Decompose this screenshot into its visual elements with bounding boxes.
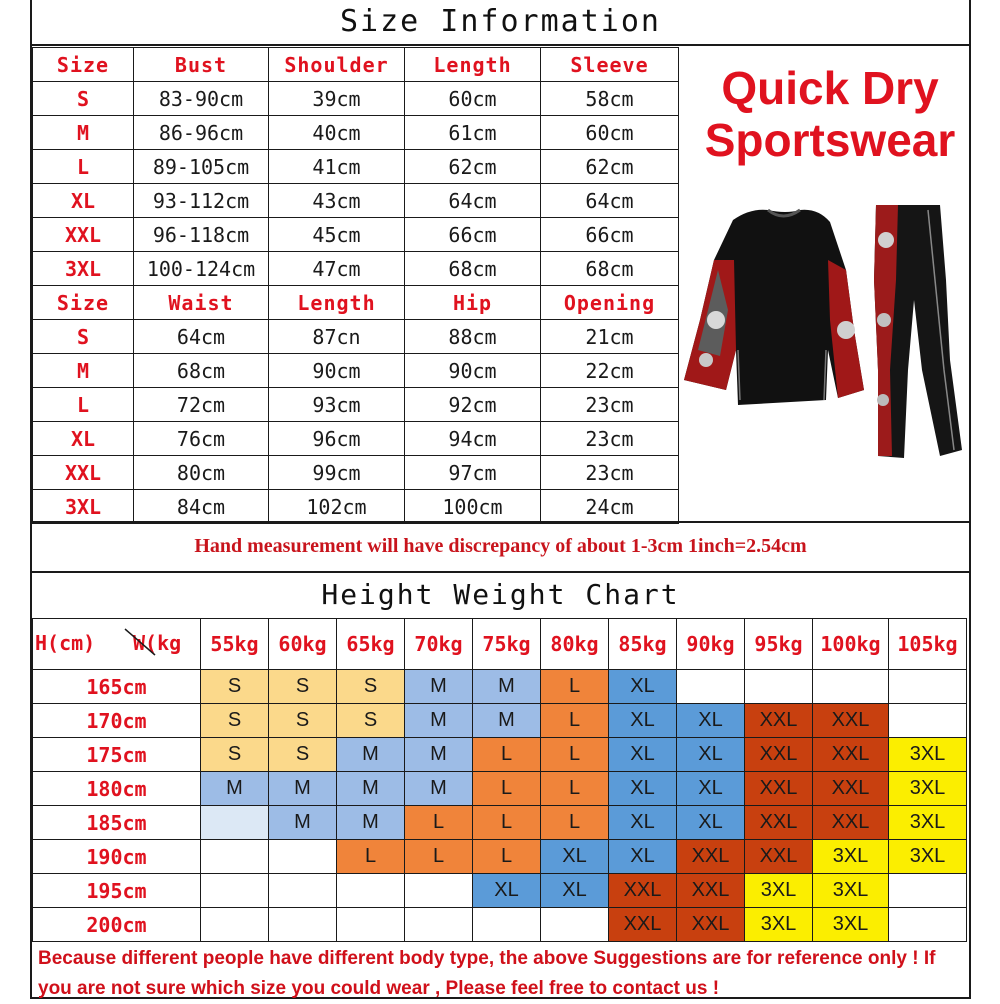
size-cell: 3XL xyxy=(813,874,889,908)
size-cell: XL xyxy=(473,874,541,908)
size-cell: XL xyxy=(677,806,745,840)
size-cell xyxy=(473,908,541,942)
height-row xyxy=(33,806,967,840)
size-label: S xyxy=(33,82,134,116)
size-cell: 3XL xyxy=(889,738,967,772)
measure-cell: 96cm xyxy=(269,422,405,456)
size-cell: L xyxy=(473,840,541,874)
measure-cell: 80cm xyxy=(134,456,269,490)
table-row xyxy=(33,218,679,252)
size-cell: XXL xyxy=(745,840,813,874)
size-label: M xyxy=(33,354,134,388)
measurement-note: Hand measurement will have discrepancy of about 1-3cm 1inch=2.54cm xyxy=(194,535,807,557)
size-cell xyxy=(677,670,745,704)
measure-cell: 83-90cm xyxy=(134,82,269,116)
size-cell: XXL xyxy=(745,738,813,772)
measure-cell: 60cm xyxy=(405,82,541,116)
size-label: XL xyxy=(33,422,134,456)
weight-header: 105kg xyxy=(889,619,967,670)
size-cell: XL xyxy=(609,772,677,806)
size-cell xyxy=(405,908,473,942)
size-cell: 3XL xyxy=(745,874,813,908)
size-cell: XXL xyxy=(609,874,677,908)
height-label: 195cm xyxy=(33,874,201,908)
height-row xyxy=(33,738,967,772)
size-cell: XL xyxy=(541,874,609,908)
bottom_table-header-row xyxy=(33,286,679,320)
size-cell xyxy=(337,908,405,942)
size-cell: XL xyxy=(609,670,677,704)
size-label: 3XL xyxy=(33,252,134,286)
table-row xyxy=(33,150,679,184)
measure-cell: 23cm xyxy=(541,422,679,456)
divider xyxy=(30,571,971,573)
weight-header: 75kg xyxy=(473,619,541,670)
column-header: Waist xyxy=(134,286,269,320)
column-header: Size xyxy=(33,286,134,320)
measure-cell: 68cm xyxy=(134,354,269,388)
weight-header: 85kg xyxy=(609,619,677,670)
size-cell: 3XL xyxy=(813,840,889,874)
size-cell: XL xyxy=(609,738,677,772)
size-cell xyxy=(745,670,813,704)
measure-cell: 62cm xyxy=(541,150,679,184)
size-cell xyxy=(201,840,269,874)
measure-cell: 93cm xyxy=(269,388,405,422)
measure-cell: 64cm xyxy=(134,320,269,354)
size-cell: XXL xyxy=(677,908,745,942)
size-cell xyxy=(201,874,269,908)
size-cell: M xyxy=(337,806,405,840)
divider xyxy=(30,521,971,523)
height-row xyxy=(33,772,967,806)
height-row xyxy=(33,840,967,874)
measure-cell: 100cm xyxy=(405,490,541,524)
size-cell: XXL xyxy=(813,806,889,840)
size-cell xyxy=(889,670,967,704)
weight-header: 65kg xyxy=(337,619,405,670)
table-row xyxy=(33,354,679,388)
weight-header: 70kg xyxy=(405,619,473,670)
size-cell xyxy=(889,908,967,942)
table-row xyxy=(33,490,679,524)
size-cell: M xyxy=(405,738,473,772)
size-table xyxy=(32,47,679,524)
measure-cell: 96-118cm xyxy=(134,218,269,252)
measure-cell: 93-112cm xyxy=(134,184,269,218)
size-cell: XXL xyxy=(813,738,889,772)
size-label: L xyxy=(33,388,134,422)
measure-cell: 21cm xyxy=(541,320,679,354)
size-cell: M xyxy=(269,806,337,840)
size-cell: 3XL xyxy=(889,840,967,874)
size-cell: XXL xyxy=(609,908,677,942)
size-cell: XL xyxy=(609,806,677,840)
measure-cell: 23cm xyxy=(541,388,679,422)
size-cell: M xyxy=(405,670,473,704)
divider xyxy=(30,44,971,46)
height-label: 200cm xyxy=(33,908,201,942)
column-header: Bust xyxy=(134,48,269,82)
measure-cell: 68cm xyxy=(541,252,679,286)
height-label: 180cm xyxy=(33,772,201,806)
measure-cell: 84cm xyxy=(134,490,269,524)
size-label: XXL xyxy=(33,218,134,252)
measure-cell: 87cn xyxy=(269,320,405,354)
size-cell: XXL xyxy=(745,704,813,738)
height-row xyxy=(33,908,967,942)
measure-cell: 47cm xyxy=(269,252,405,286)
size-cell xyxy=(269,874,337,908)
size-cell: XXL xyxy=(745,806,813,840)
column-header: Hip xyxy=(405,286,541,320)
measure-cell: 102cm xyxy=(269,490,405,524)
size-cell: M xyxy=(337,738,405,772)
size-cell: L xyxy=(541,806,609,840)
weight-header: 100kg xyxy=(813,619,889,670)
table-row xyxy=(33,456,679,490)
weight-header: 90kg xyxy=(677,619,745,670)
size-label: L xyxy=(33,150,134,184)
product-title xyxy=(690,62,970,166)
size-cell: XXL xyxy=(677,840,745,874)
height-row xyxy=(33,704,967,738)
size-cell: L xyxy=(473,772,541,806)
size-label: XL xyxy=(33,184,134,218)
measure-cell: 61cm xyxy=(405,116,541,150)
column-header: Length xyxy=(269,286,405,320)
table-row xyxy=(33,82,679,116)
weight-header: 60kg xyxy=(269,619,337,670)
size-cell: 3XL xyxy=(813,908,889,942)
height-label: 170cm xyxy=(33,704,201,738)
size-cell xyxy=(201,908,269,942)
size-cell: M xyxy=(473,704,541,738)
size-cell: M xyxy=(405,772,473,806)
disclaimer-text: Because different people have different body type, the above Suggestions are for reference only ! If you are not sure which size you could wear , Please feel free to contact us ! xyxy=(38,948,936,999)
size-cell: L xyxy=(473,738,541,772)
size-cell: XXL xyxy=(813,772,889,806)
size-cell: 3XL xyxy=(745,908,813,942)
size-cell: L xyxy=(405,806,473,840)
size-cell: L xyxy=(541,670,609,704)
measure-cell: 66cm xyxy=(541,218,679,252)
table-row xyxy=(33,184,679,218)
size-cell: XL xyxy=(677,738,745,772)
weight-header: 95kg xyxy=(745,619,813,670)
size-cell: XL xyxy=(677,772,745,806)
size-cell: XL xyxy=(677,704,745,738)
table-row xyxy=(33,422,679,456)
table-row xyxy=(33,388,679,422)
height-axis-label: H(cm) xyxy=(35,631,96,655)
measure-cell: 41cm xyxy=(269,150,405,184)
size-cell: S xyxy=(337,704,405,738)
size-cell: XL xyxy=(609,840,677,874)
measure-cell: 92cm xyxy=(405,388,541,422)
measure-cell: 72cm xyxy=(134,388,269,422)
measure-cell: 62cm xyxy=(405,150,541,184)
measure-cell: 64cm xyxy=(541,184,679,218)
size-cell: M xyxy=(201,772,269,806)
size-cell: S xyxy=(337,670,405,704)
height-label: 165cm xyxy=(33,670,201,704)
measure-cell: 90cm xyxy=(269,354,405,388)
size-cell xyxy=(201,806,269,840)
measure-cell: 90cm xyxy=(405,354,541,388)
measure-cell: 99cm xyxy=(269,456,405,490)
measure-cell: 22cm xyxy=(541,354,679,388)
size-cell xyxy=(541,908,609,942)
top_table-header-row xyxy=(33,48,679,82)
size-cell xyxy=(269,840,337,874)
column-header: Size xyxy=(33,48,134,82)
size-cell: L xyxy=(541,738,609,772)
size-cell: S xyxy=(201,670,269,704)
measure-cell: 45cm xyxy=(269,218,405,252)
measure-cell: 39cm xyxy=(269,82,405,116)
size-cell xyxy=(889,704,967,738)
height-weight-chart xyxy=(32,618,967,942)
chart-title: Height Weight Chart xyxy=(321,578,680,611)
size-cell: S xyxy=(269,670,337,704)
weight-axis-label: W(kg xyxy=(133,631,182,655)
size-cell: XXL xyxy=(677,874,745,908)
measure-cell: 24cm xyxy=(541,490,679,524)
measure-cell: 97cm xyxy=(405,456,541,490)
size-cell xyxy=(337,874,405,908)
measure-cell: 40cm xyxy=(269,116,405,150)
corner-cell xyxy=(33,619,201,670)
measure-cell: 66cm xyxy=(405,218,541,252)
size-cell: M xyxy=(473,670,541,704)
height-label: 185cm xyxy=(33,806,201,840)
size-cell: M xyxy=(405,704,473,738)
size-cell: 3XL xyxy=(889,806,967,840)
size-cell: XL xyxy=(541,840,609,874)
column-header: Sleeve xyxy=(541,48,679,82)
size-cell: S xyxy=(201,738,269,772)
size-cell: L xyxy=(337,840,405,874)
size-cell xyxy=(889,874,967,908)
leggings-illustration xyxy=(874,205,962,458)
height-label: 190cm xyxy=(33,840,201,874)
size-label: XXL xyxy=(33,456,134,490)
product-illustration xyxy=(678,200,968,470)
measure-cell: 100-124cm xyxy=(134,252,269,286)
size-cell: S xyxy=(269,704,337,738)
size-cell xyxy=(269,908,337,942)
measure-cell: 68cm xyxy=(405,252,541,286)
measure-cell: 23cm xyxy=(541,456,679,490)
measure-cell: 58cm xyxy=(541,82,679,116)
column-header: Shoulder xyxy=(269,48,405,82)
size-info-title: Size Information xyxy=(340,4,661,39)
size-cell xyxy=(405,874,473,908)
product-title-line1: Quick Dry xyxy=(721,62,939,114)
measure-cell: 76cm xyxy=(134,422,269,456)
size-cell: XXL xyxy=(813,704,889,738)
height-row xyxy=(33,874,967,908)
weight-header-row xyxy=(33,619,967,670)
table-row xyxy=(33,320,679,354)
size-cell: 3XL xyxy=(889,772,967,806)
size-cell: S xyxy=(201,704,269,738)
measure-cell: 64cm xyxy=(405,184,541,218)
column-header: Length xyxy=(405,48,541,82)
shirt-illustration xyxy=(684,210,864,405)
column-header: Opening xyxy=(541,286,679,320)
size-cell: M xyxy=(269,772,337,806)
size-cell: L xyxy=(541,704,609,738)
weight-header: 55kg xyxy=(201,619,269,670)
height-row xyxy=(33,670,967,704)
size-cell: L xyxy=(541,772,609,806)
height-label: 175cm xyxy=(33,738,201,772)
size-cell: L xyxy=(405,840,473,874)
size-cell: M xyxy=(337,772,405,806)
size-label: M xyxy=(33,116,134,150)
size-label: S xyxy=(33,320,134,354)
measure-cell: 60cm xyxy=(541,116,679,150)
corner-divider xyxy=(33,619,201,669)
measure-cell: 94cm xyxy=(405,422,541,456)
size-cell: L xyxy=(473,806,541,840)
size-cell xyxy=(813,670,889,704)
size-cell: XL xyxy=(609,704,677,738)
size-label: 3XL xyxy=(33,490,134,524)
table-row xyxy=(33,116,679,150)
weight-header: 80kg xyxy=(541,619,609,670)
measure-cell: 89-105cm xyxy=(134,150,269,184)
product-title-line2: Sportswear xyxy=(704,114,956,166)
size-cell: XXL xyxy=(745,772,813,806)
measure-cell: 88cm xyxy=(405,320,541,354)
table-row xyxy=(33,252,679,286)
measure-cell: 86-96cm xyxy=(134,116,269,150)
size-cell: S xyxy=(269,738,337,772)
measure-cell: 43cm xyxy=(269,184,405,218)
